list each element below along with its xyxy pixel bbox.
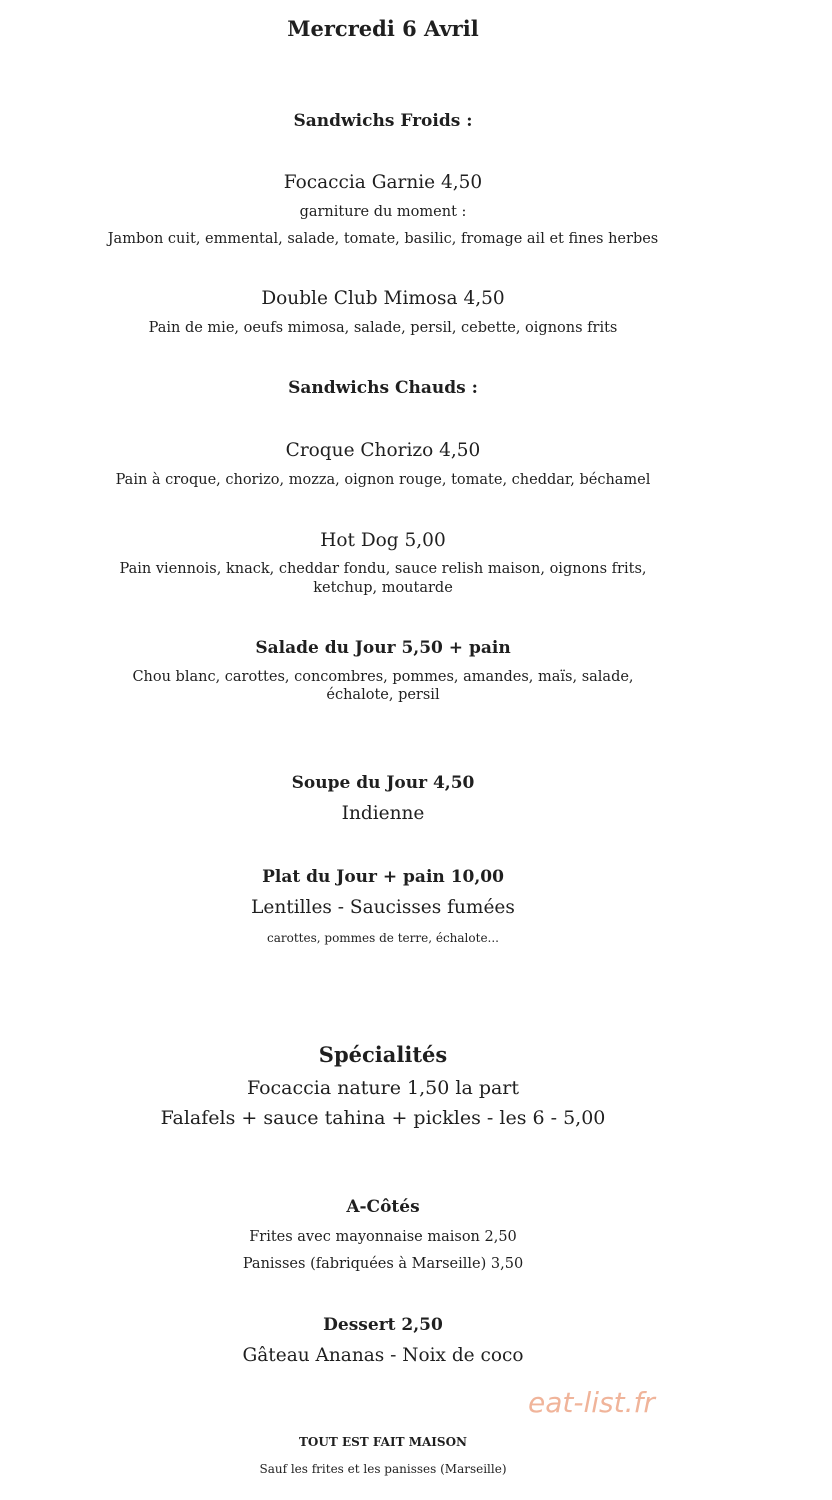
soupe-du-jour-name: Indienne [341, 803, 425, 824]
plat-du-jour-name: Lentilles - Saucisses fumées [251, 897, 515, 918]
double-club-title: Double Club Mimosa 4,50 [261, 288, 505, 309]
a-cotes-heading: A-Côtés [346, 1197, 420, 1217]
frites-panisses-note: Sauf les frites et les panisses (Marseille) [259, 1462, 507, 1476]
specialite-item: Falafels + sauce tahina + pickles - les 6 - 5,00 [160, 1107, 606, 1129]
a-cotes-item: Frites avec mayonnaise maison 2,50 [249, 1229, 517, 1245]
croque-chorizo-description: Pain à croque, chorizo, mozza, oignon rouge, tomate, cheddar, béchamel [115, 472, 651, 488]
tout-fait-maison-note: TOUT EST FAIT MAISON [298, 1435, 468, 1449]
eat-list-watermark: eat-list.fr [528, 1386, 655, 1419]
focaccia-garnie-description: Jambon cuit, emmental, salade, tomate, basilic, fromage ail et fines herbes [107, 231, 659, 247]
cold-sandwiches-heading: Sandwichs Froids : [293, 111, 473, 131]
specialite-item: Focaccia nature 1,50 la part [246, 1077, 520, 1099]
focaccia-garnie-subtitle: garniture du moment : [299, 204, 467, 220]
hot-dog-description-line2: ketchup, moutarde [313, 580, 453, 596]
plat-du-jour-title: Plat du Jour + pain 10,00 [262, 867, 504, 887]
focaccia-garnie-title: Focaccia Garnie 4,50 [283, 172, 483, 193]
salade-du-jour-description-line1: Chou blanc, carottes, concombres, pommes, amandes, maïs, salade, [132, 669, 634, 685]
hot-sandwiches-heading: Sandwichs Chauds : [288, 378, 478, 398]
dessert-name: Gâteau Ananas - Noix de coco [242, 1345, 524, 1366]
a-cotes-item: Panisses (fabriquées à Marseille) 3,50 [242, 1256, 524, 1272]
dessert-title: Dessert 2,50 [323, 1315, 443, 1335]
salade-du-jour-description-line2: échalote, persil [326, 687, 440, 703]
menu-date-title: Mercredi 6 Avril [287, 16, 479, 41]
salade-du-jour-title: Salade du Jour 5,50 + pain [255, 638, 511, 658]
croque-chorizo-title: Croque Chorizo 4,50 [285, 440, 481, 461]
double-club-description: Pain de mie, oeufs mimosa, salade, persil, cebette, oignons frits [148, 320, 618, 336]
hot-dog-description-line1: Pain viennois, knack, cheddar fondu, sauce relish maison, oignons frits, [119, 561, 647, 577]
plat-du-jour-description: carottes, pommes de terre, échalote... [267, 931, 499, 945]
soupe-du-jour-title: Soupe du Jour 4,50 [291, 773, 475, 793]
hot-dog-title: Hot Dog 5,00 [320, 530, 446, 551]
specialites-heading: Spécialités [318, 1042, 448, 1067]
